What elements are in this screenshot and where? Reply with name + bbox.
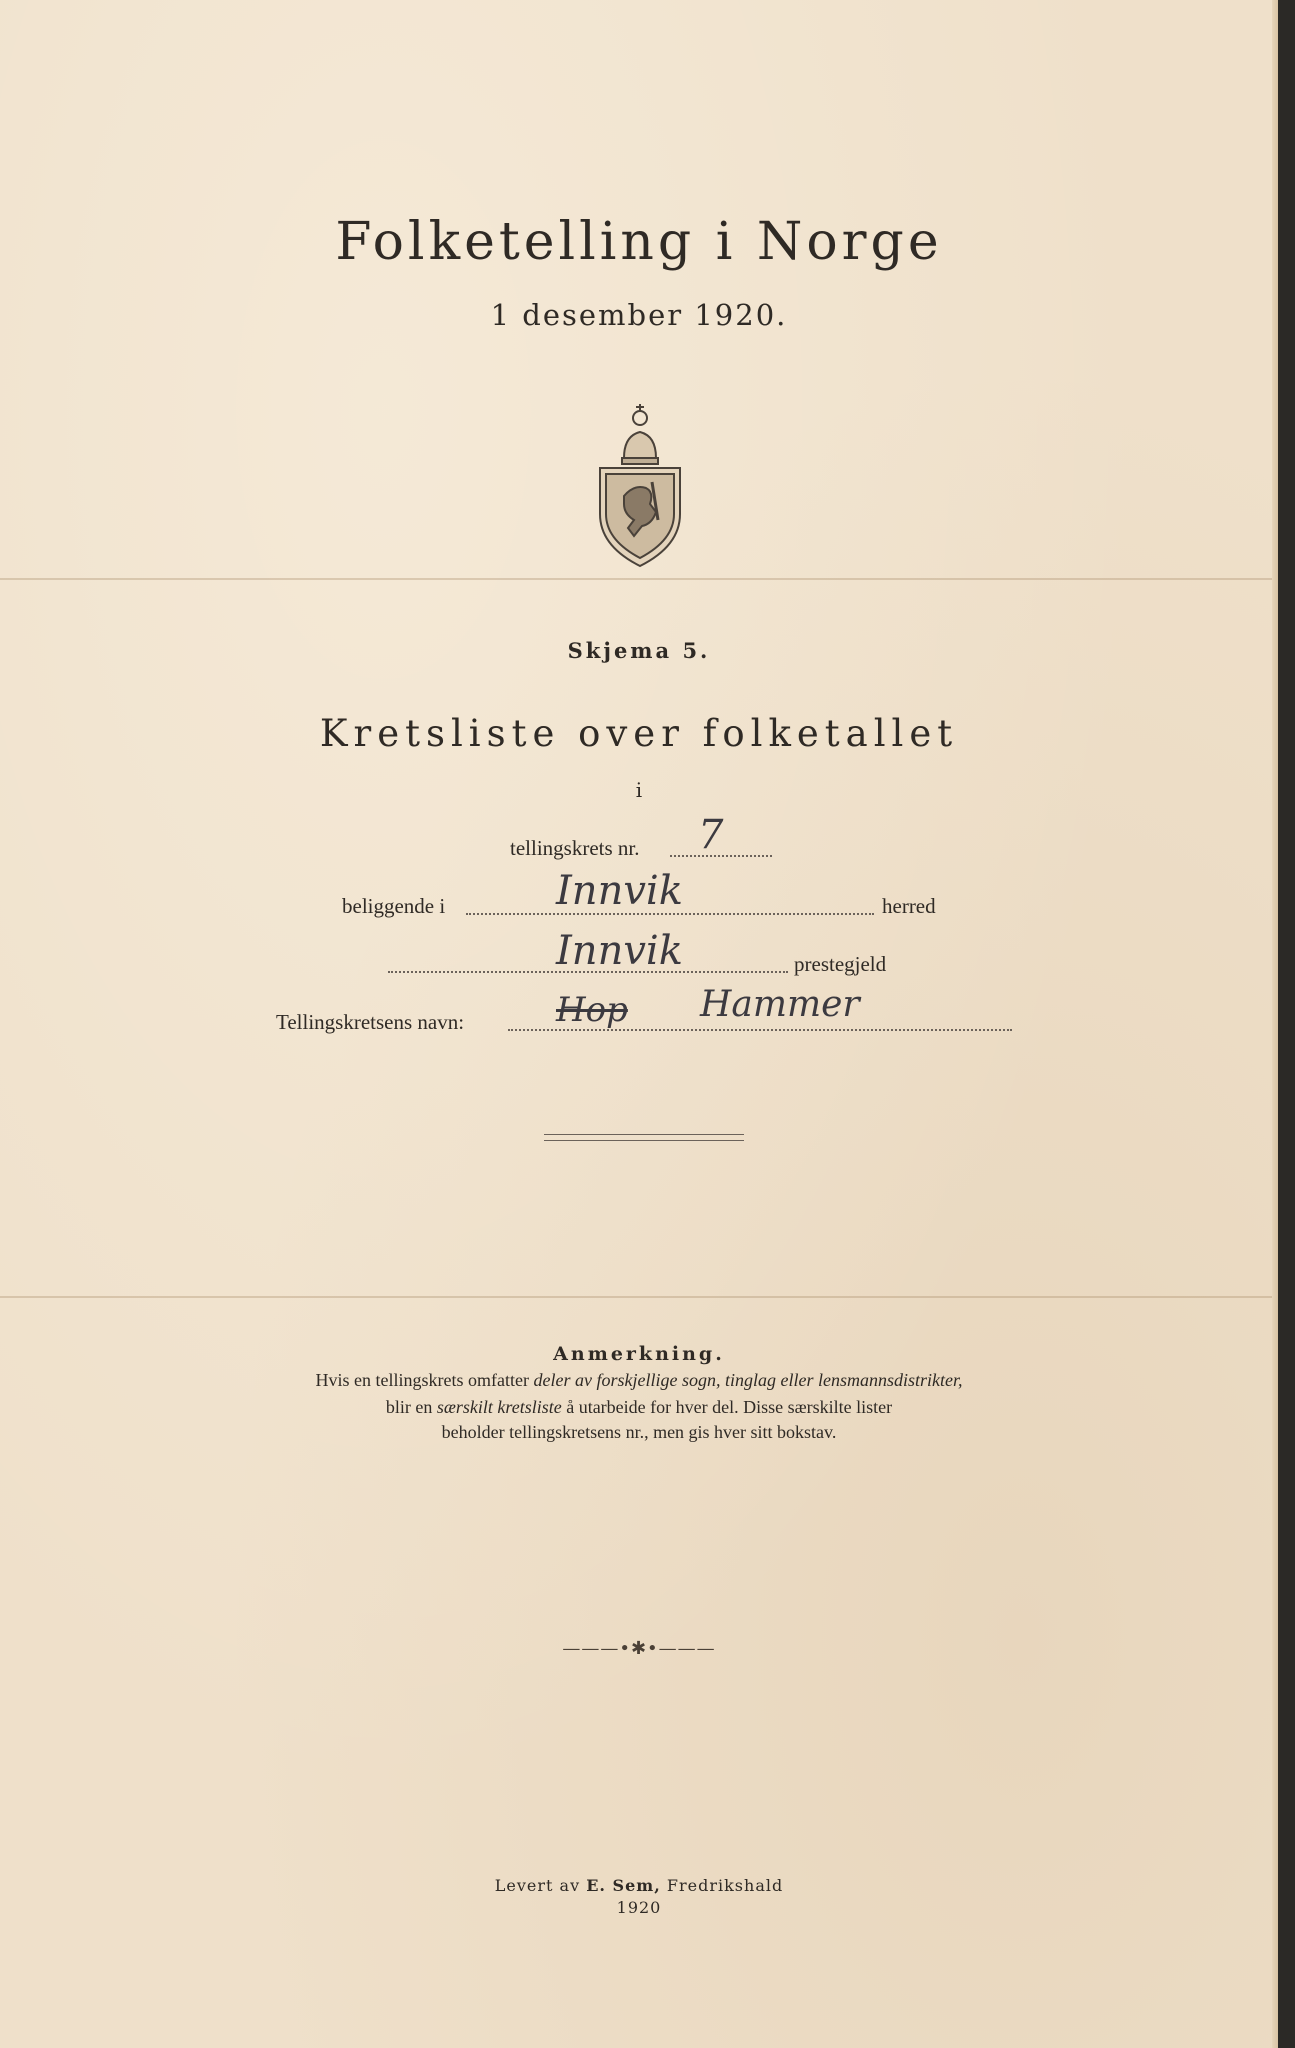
- norway-coat-of-arms-icon: [594, 396, 686, 568]
- fold-line-upper: [0, 578, 1278, 580]
- note-line-1-text: Hvis en tellingskrets omfatter: [315, 1370, 534, 1390]
- census-date: 1 desember 1920.: [490, 298, 788, 332]
- note-line-2: [0, 1397, 1278, 1418]
- form-heading: Kretsliste over folketallet: [319, 712, 959, 755]
- district-number-value: 7: [698, 812, 724, 858]
- note-line-2-text-a: blir en: [385, 1397, 437, 1417]
- note-line-1: [0, 1370, 1278, 1391]
- ornament-divider: ———•✱•———: [562, 1638, 716, 1659]
- fold-line-lower: [0, 1296, 1278, 1298]
- imprint-prefix: Levert av: [494, 1876, 587, 1895]
- note-title: Anmerkning.: [553, 1343, 725, 1365]
- parish-value: Innvik: [556, 928, 683, 974]
- page-title: Folketelling i Norge: [335, 212, 943, 272]
- note-line-2-text-b: å utarbeide for hver del. Disse særskilte lister: [561, 1397, 893, 1417]
- printer-imprint: [0, 1876, 1278, 1895]
- district-number-label: tellingskrets nr.: [510, 836, 640, 860]
- double-rule-divider: [544, 1134, 744, 1141]
- imprint-printer: E. Sem,: [586, 1876, 661, 1895]
- located-in-label: beliggende i: [342, 894, 446, 918]
- parish-label: prestegjeld: [794, 952, 887, 976]
- note-line-1-emphasis: deler av forskjellige sogn, tinglag eller lensmannsdistrikter,: [533, 1370, 963, 1390]
- imprint-year: 1920: [616, 1898, 662, 1917]
- note-line-3: beholder tellingskretsens nr., men gis hver sitt bokstav.: [441, 1422, 837, 1442]
- note-line-2-emphasis: særskilt kretsliste: [436, 1397, 562, 1417]
- imprint-place: Fredrikshald: [660, 1876, 784, 1895]
- district-name-label: Tellingskretsens navn:: [276, 1010, 465, 1034]
- located-in-value: Innvik: [556, 868, 683, 914]
- preposition-i: i: [635, 778, 643, 802]
- district-name-value: Hammer: [700, 984, 860, 1025]
- district-name-struck: Hop: [556, 990, 628, 1030]
- herred-label: herred: [882, 894, 936, 918]
- schema-label: Skjema 5.: [567, 638, 711, 663]
